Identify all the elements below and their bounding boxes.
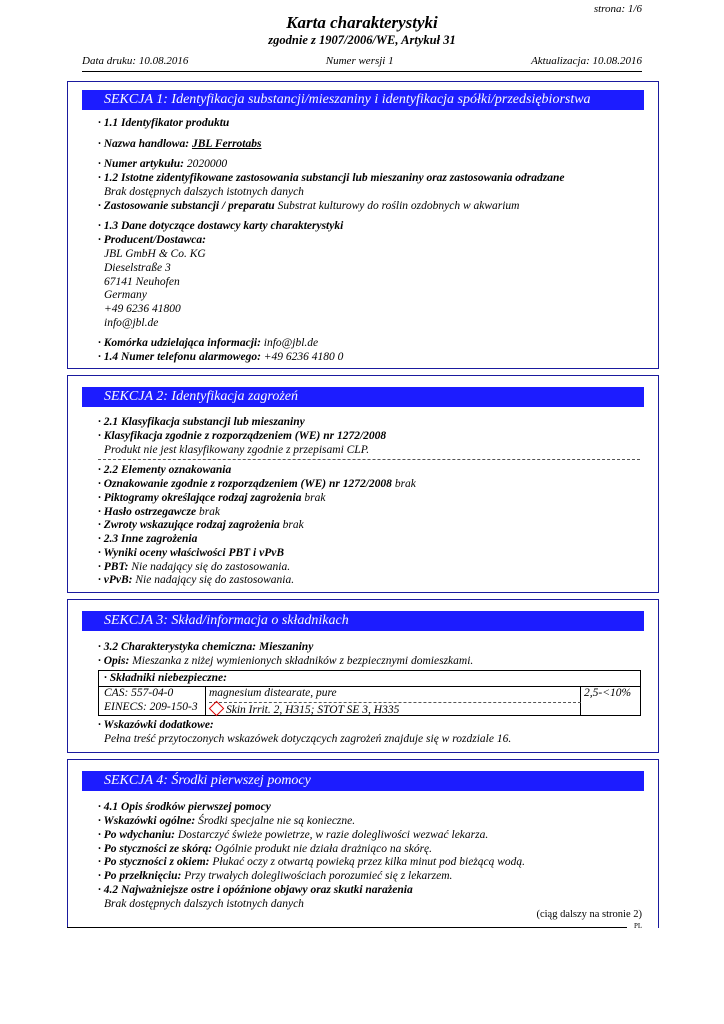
concentration: 2,5-<10% — [584, 687, 632, 699]
s3-label: · Opis: — [98, 655, 130, 667]
s2-value: brak — [301, 492, 326, 504]
section-2 — [67, 375, 659, 593]
column-divider — [580, 687, 581, 715]
s4-label: · Po wdychaniu: — [98, 829, 175, 841]
s1-line: · 1.2 Istotne zidentyfikowane zastosowania substancji lub mieszaniny oraz zastosowania odradzane — [98, 172, 565, 184]
s2-value: Nie nadający się do zastosowania. — [132, 574, 295, 586]
section-1 — [67, 81, 659, 369]
s3-line — [98, 654, 473, 668]
address-line: Dieselstraße 3 — [104, 262, 171, 274]
s2-line — [98, 491, 325, 505]
s4-line — [98, 814, 355, 828]
s4-value: Ogólnie produkt nie działa drażniąco na skórę. — [212, 843, 433, 855]
s2-label: · Zwroty wskazujące rodzaj zagrożenia — [98, 519, 280, 531]
s4-label: · Po styczności ze skórą: — [98, 843, 213, 855]
hazard-text: Skin Irrit. 2, H315; STOT SE 3, H335 — [226, 704, 400, 716]
continued-note: (ciąg dalszy na stronie 2) — [536, 909, 642, 920]
einecs-number: EINECS: 209-150-3 — [104, 701, 198, 713]
header-divider — [82, 71, 642, 72]
s4-line: · 4.1 Opis środków pierwszej pomocy — [98, 801, 271, 813]
s2-line — [98, 573, 294, 587]
substance-use-label: · Zastosowanie substancji / preparatu — [98, 200, 275, 212]
section-4 — [67, 759, 659, 928]
s2-line: · 2.1 Klasyfikacja substancji lub mieszaniny — [98, 416, 305, 428]
page-number: strona: 1/6 — [593, 3, 642, 15]
s2-line: · 2.2 Elementy oznakowania — [98, 464, 232, 476]
s4-line — [98, 869, 452, 883]
s4-line: · 4.2 Najważniejsze ostre i opóźnione objawy oraz skutki narażenia — [98, 884, 413, 896]
s2-value: brak — [279, 519, 304, 531]
s2-label: · vPvB: — [98, 574, 133, 586]
s3-line: · 3.2 Charakterystyka chemiczna: Mieszaniny — [98, 641, 314, 653]
components-table-title: · Składniki niebezpieczne: — [104, 672, 227, 684]
s2-line — [98, 560, 290, 574]
components-table-header — [99, 671, 640, 687]
substance-use — [98, 199, 520, 213]
dashed-divider — [98, 459, 640, 460]
document-meta — [82, 55, 642, 67]
component-name: magnesium distearate, pure — [209, 687, 337, 699]
s1-line: · 1.3 Dane dotyczące dostawcy karty charakterystyki — [98, 220, 344, 232]
language-code: PL — [634, 922, 643, 930]
s2-line: · 2.3 Inne zagrożenia — [98, 533, 198, 545]
trade-name — [98, 137, 261, 151]
s2-label: · Hasło ostrzegawcze — [98, 506, 197, 518]
s2-label: · Piktogramy określające rodzaj zagrożenia — [98, 492, 302, 504]
s1-line: Brak dostępnych dalszych istotnych danych — [104, 186, 304, 198]
section-3-heading: SEKCJA 3: Skład/informacja o składnikach — [82, 611, 644, 631]
emergency-phone — [98, 350, 343, 364]
document-subtitle: zgodnie z 1907/2006/WE, Artykuł 31 — [268, 33, 456, 47]
trade-name-value: JBL Ferrotabs — [191, 138, 262, 150]
article-number-label: · Numer artykułu: — [98, 158, 184, 170]
s3-line: Pełna treść przytoczonych wskazówek dotyczących zagrożeń znajduje się w rozdziale 16. — [104, 733, 512, 745]
document-title: Karta charakterystyki — [286, 13, 438, 32]
version-number: Numer wersji 1 — [325, 55, 394, 67]
s1-line: · Producent/Dostawca: — [98, 234, 206, 246]
s2-value: brak — [196, 506, 221, 518]
s2-value: brak — [391, 478, 416, 490]
address-line: +49 6236 41800 — [104, 303, 181, 315]
s4-value: Przy trwałych dolegliwościach porozumieć się z lekarzem. — [181, 870, 453, 882]
section-2-heading: SEKCJA 2: Identyfikacja zagrożeń — [82, 387, 644, 407]
s2-line: · Klasyfikacja zgodnie z rozporządzeniem (WE) nr 1272/2008 — [98, 430, 387, 442]
s2-line — [98, 477, 416, 491]
section-1-heading: SEKCJA 1: Identyfikacja substancji/mieszaniny i identyfikacja spółki/przedsiębiorstwa — [82, 90, 644, 110]
column-divider — [205, 687, 206, 715]
section-4-heading: SEKCJA 4: Środki pierwszej pomocy — [82, 771, 644, 791]
s1-line: · 1.1 Identyfikator produktu — [98, 117, 230, 129]
s4-value: Płukać oczy z otwartą powieką przez kilka minut pod bieżącą wodą. — [209, 856, 526, 868]
info-contact-value: info@jbl.de — [260, 337, 319, 349]
components-table — [98, 670, 641, 716]
s4-label: · Po przełknięciu: — [98, 870, 182, 882]
s4-label: · Wskazówki ogólne: — [98, 815, 196, 827]
s2-line — [98, 518, 304, 532]
s2-line: · Wyniki oceny właściwości PBT i vPvB — [98, 547, 285, 559]
info-contact-label: · Komórka udzielająca informacji: — [98, 337, 261, 349]
address-line: info@jbl.de — [104, 317, 159, 329]
address-line: Germany — [104, 289, 147, 301]
s4-line: Brak dostępnych dalszych istotnych danych — [104, 898, 304, 910]
revision-date: Aktualizacja: 10.08.2016 — [531, 55, 642, 67]
s4-line — [98, 855, 525, 869]
section-3 — [67, 599, 659, 753]
print-date: Data druku: 10.08.2016 — [82, 55, 189, 67]
article-number-value: 2020000 — [183, 158, 228, 170]
s4-value: Środki specjalne nie są konieczne. — [195, 815, 356, 827]
emergency-phone-label: · 1.4 Numer telefonu alarmowego: — [98, 351, 261, 363]
s4-line — [98, 828, 488, 842]
address-line: 67141 Neuhofen — [104, 276, 180, 288]
s2-value: Nie nadający się do zastosowania. — [128, 561, 291, 573]
s3-value: Mieszanka z niżej wymienionych składników z bezpiecznymi domieszkami. — [129, 655, 474, 667]
info-contact — [98, 336, 318, 350]
emergency-phone-value: +49 6236 4180 0 — [260, 351, 344, 363]
s3-line: · Wskazówki dodatkowe: — [98, 719, 214, 731]
s4-value: Dostarczyć świeże powietrze, w razie dolegliwości wezwać lekarza. — [175, 829, 489, 841]
s2-line: Produkt nie jest klasyfikowany zgodnie z przepisami CLP. — [104, 444, 370, 456]
s2-label: · PBT: — [98, 561, 129, 573]
trade-name-label: · Nazwa handlowa: — [98, 138, 192, 150]
s4-line — [98, 842, 432, 856]
article-number — [98, 157, 227, 171]
hazard-classification — [209, 702, 399, 716]
s4-label: · Po styczności z okiem: — [98, 856, 210, 868]
exclamation-pictogram-icon — [209, 701, 225, 717]
s2-label: · Oznakowanie zgodnie z rozporządzeniem (WE) nr 1272/2008 — [98, 478, 392, 490]
cas-number: CAS: 557-04-0 — [104, 687, 174, 699]
footer-divider — [67, 927, 627, 928]
address-line: JBL GmbH & Co. KG — [104, 248, 206, 260]
substance-use-value: Substrat kulturowy do roślin ozdobnych w akwarium — [274, 200, 520, 212]
s2-line — [98, 505, 220, 519]
